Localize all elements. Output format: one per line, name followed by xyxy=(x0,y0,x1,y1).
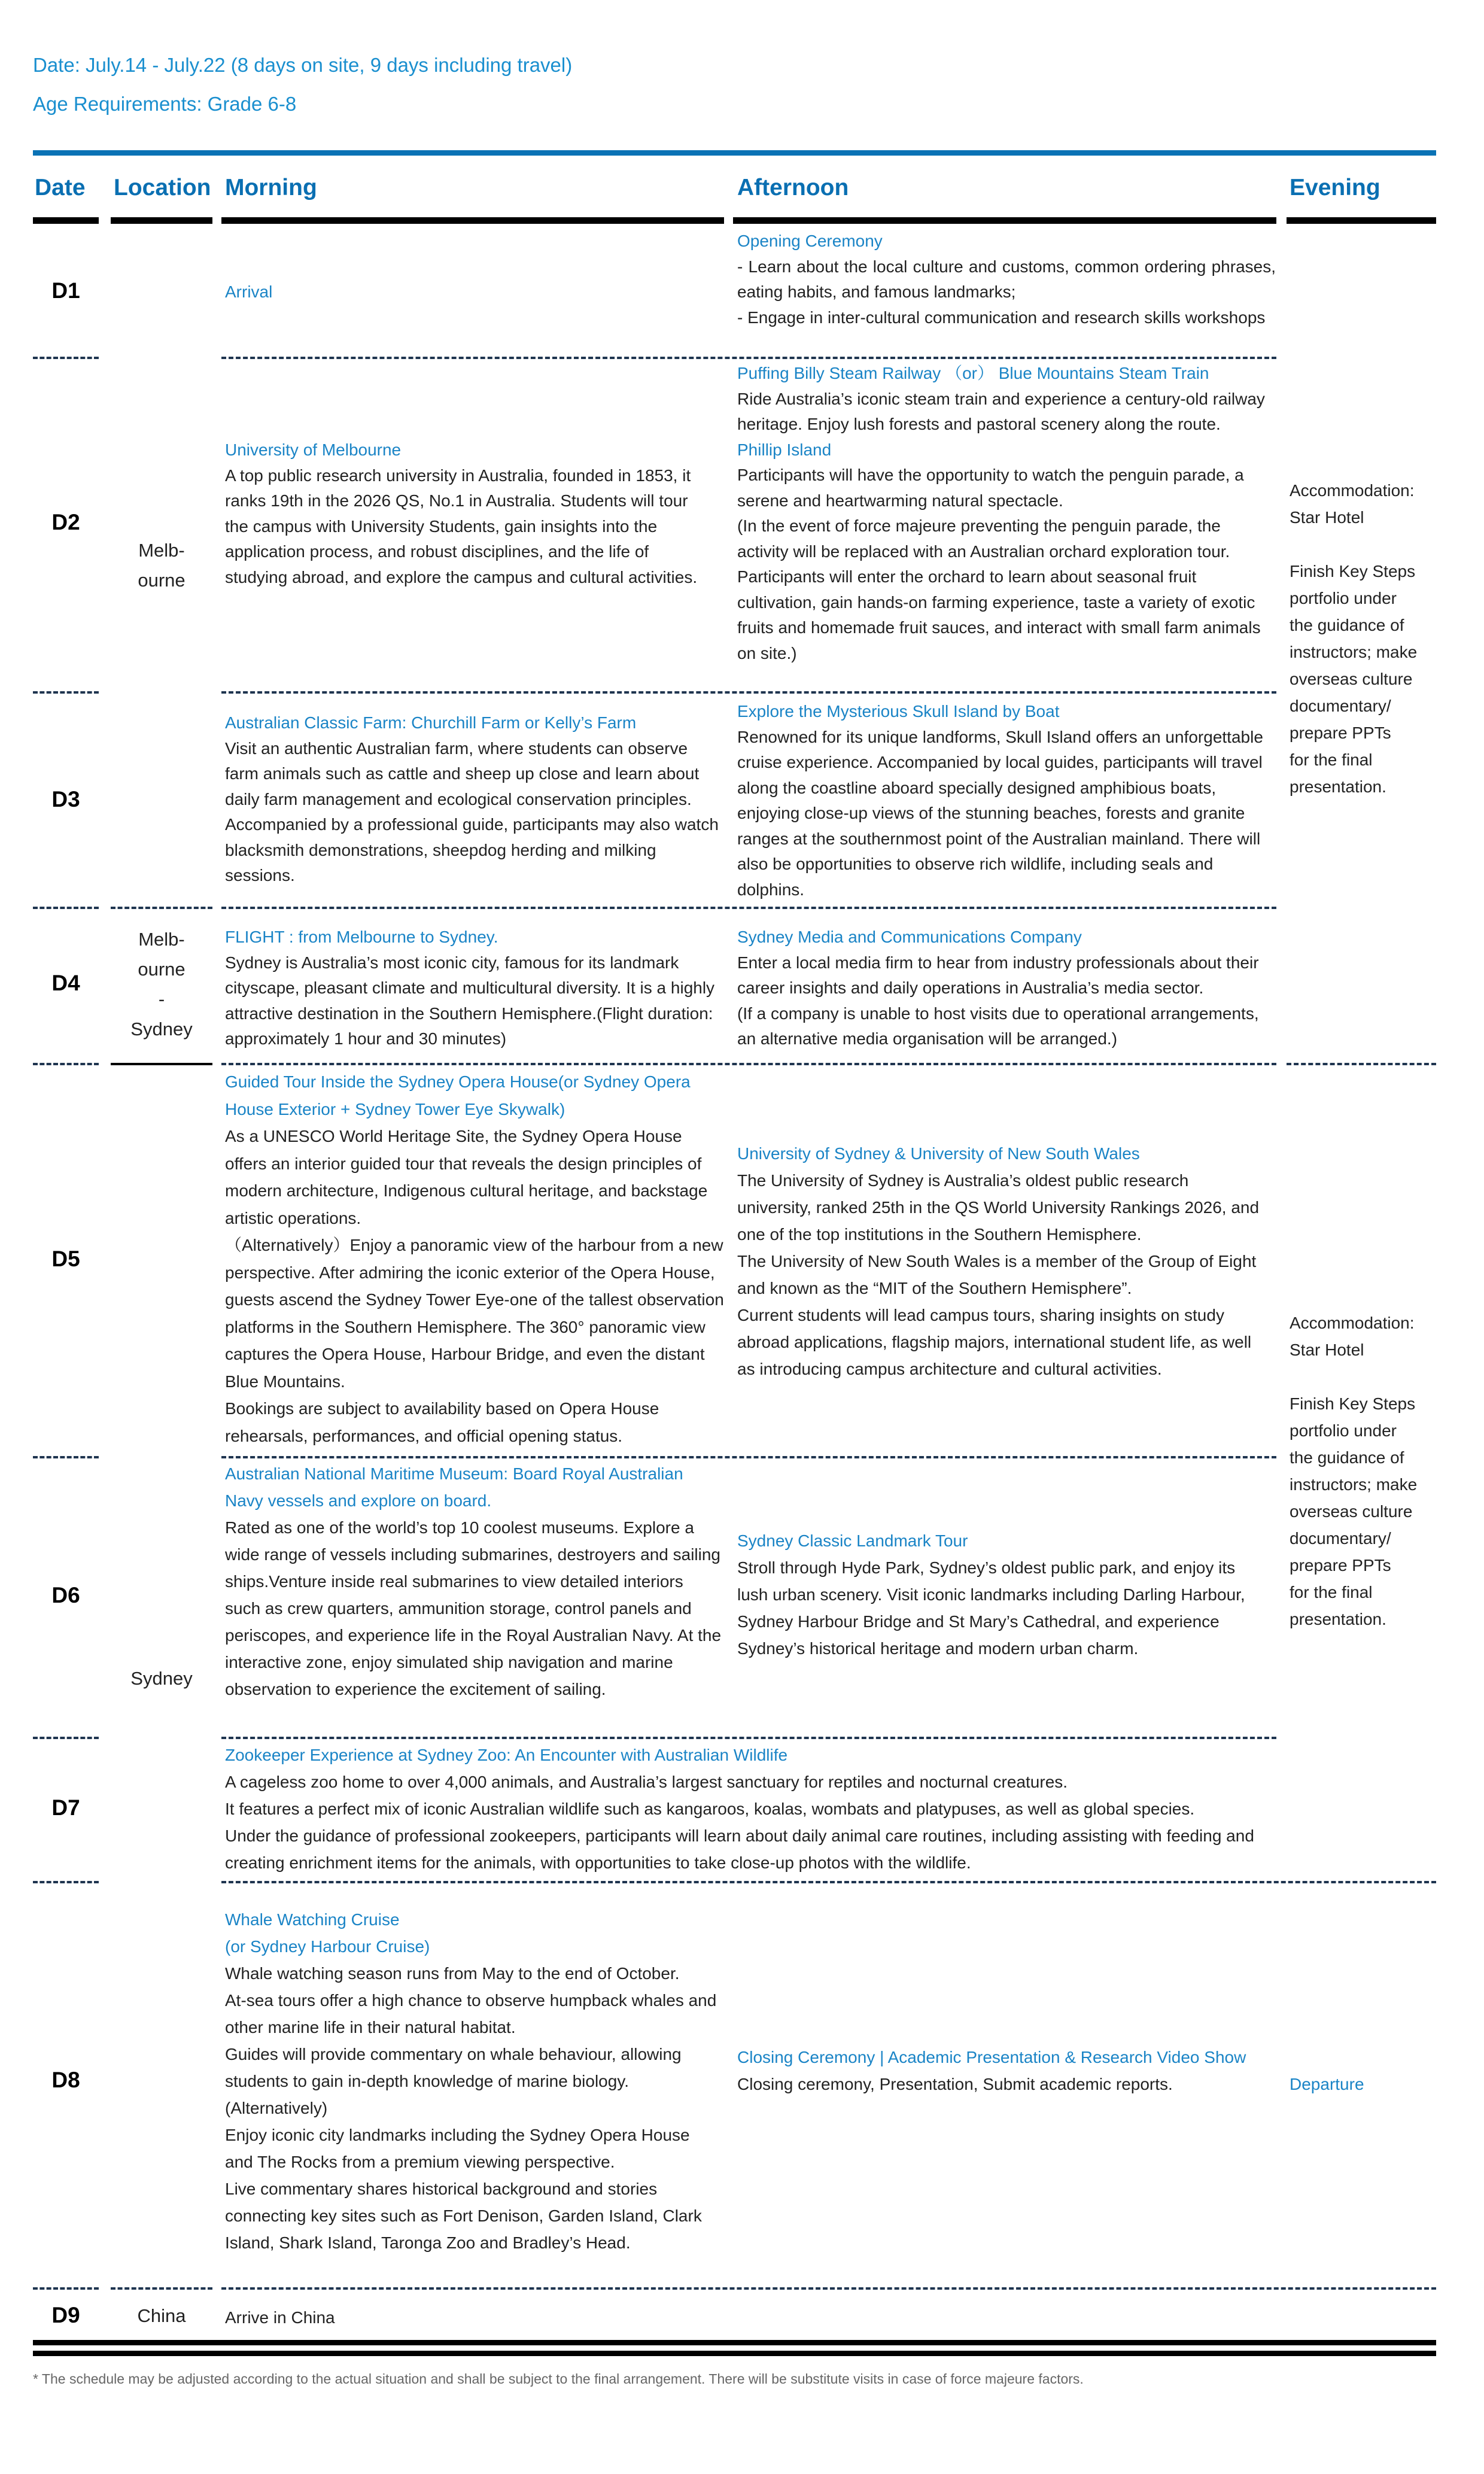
day-label: D7 xyxy=(51,1795,80,1820)
row-divider xyxy=(111,2287,212,2290)
header-rule-afternoon xyxy=(733,217,1276,224)
activity-text: - Engage in inter-cultural communication and research skills workshops xyxy=(737,308,1266,327)
afternoon-cell xyxy=(737,1527,1264,1662)
activity-text: Ride Australia’s iconic steam train and experience a century-old railway heritage. Enjoy lush forests and pastoral scenery along the route. xyxy=(737,389,1265,433)
afternoon-cell xyxy=(737,229,1276,330)
activity-text: Sydney is Australia’s most iconic city, famous for its landmark cityscape, pleasant climate and multicultural diversity. It is a highly attractive destination in the Southern Hemisphere.(Flight duration: approximately 1 hour and 30 minutes) xyxy=(225,953,715,1048)
location-text: ourne xyxy=(138,570,186,591)
row-divider xyxy=(33,691,99,694)
header-date: Date xyxy=(35,175,86,200)
activity-text: Current students will lead campus tours, sharing insights on study abroad applications, flagship majors, international student life, as well as introducing campus architecture and cultural activities. xyxy=(737,1306,1252,1378)
header-rule-morning xyxy=(221,217,724,224)
activity-text: Enter a local media firm to hear from industry professionals about their career insights and daily operations in Australia’s media sector. xyxy=(737,953,1259,997)
departure-label: Departure xyxy=(1290,2075,1364,2093)
morning-cell xyxy=(225,279,716,305)
day-label: D4 xyxy=(51,971,80,995)
day-label: D5 xyxy=(51,1247,80,1271)
morning-cell xyxy=(225,437,713,590)
evening-text: overseas culture xyxy=(1290,1502,1413,1521)
activity-text: It features a perfect mix of iconic Australian wildlife such as kangaroos, koalas, wombats and platypuses, as well as global species. xyxy=(225,1800,1195,1818)
activity-text: The University of New South Wales is a member of the Group of Eight and known as the “MIT of the Southern Hemisphere”. xyxy=(737,1252,1257,1297)
footnote: * The schedule may be adjusted according to the actual situation and shall be subject to the final arrangement. There will be substitute visits in case of force majeure factors. xyxy=(33,2371,1084,2387)
activity-text: （Alternatively）Enjoy a panoramic view of the harbour from a new perspective. After admiring the iconic exterior of the Opera House, guests ascend the Sydney Tower Eye-one of the tallest observation platforms in the Southern Hemisphere. The 360° panoramic view captures the Opera House, Harbour Bridge, and even the distant Blue Mountains. xyxy=(225,1236,724,1391)
evening-text: Accommodation: xyxy=(1290,481,1415,500)
afternoon-cell xyxy=(737,2044,1276,2098)
activity-subtitle: (or Sydney Harbour Cruise) xyxy=(225,1937,430,1956)
morning-cell xyxy=(225,925,722,1052)
header-evening: Evening xyxy=(1290,175,1380,200)
activity-text: - Learn about the local culture and customs, common ordering phrases, eating habits, and famous landmarks; xyxy=(737,257,1276,301)
evening-text: documentary/ xyxy=(1290,1529,1391,1548)
afternoon-cell xyxy=(737,361,1267,666)
day-label: D6 xyxy=(51,1583,80,1607)
activity-text: Whale watching season runs from May to the end of October. xyxy=(225,1964,680,1983)
fullday-cell xyxy=(225,1741,1266,1876)
location-transfer xyxy=(111,925,212,1044)
evening-text: Finish Key Steps xyxy=(1290,562,1416,580)
activity-text: Arrive in China xyxy=(225,2308,335,2327)
evening-text: Star Hotel xyxy=(1290,508,1364,527)
morning-cell xyxy=(225,1906,722,2256)
activity-title: Phillip Island xyxy=(737,440,832,459)
header-rule-date xyxy=(33,217,99,224)
activity-title: Zookeeper Experience at Sydney Zoo: An Encounter with Australian Wildlife xyxy=(225,1746,788,1764)
evening-text: instructors; make xyxy=(1290,643,1418,661)
activity-title: Sydney Classic Landmark Tour xyxy=(737,1531,968,1550)
activity-title: Explore the Mysterious Skull Island by Boat xyxy=(737,702,1060,721)
activity-text: As a UNESCO World Heritage Site, the Sydney Opera House offers an interior guided tour that reveals the design principles of modern architecture, Indigenous cultural heritage, and backstage artistic operations. xyxy=(225,1127,708,1227)
evening-text: overseas culture xyxy=(1290,670,1413,688)
morning-cell xyxy=(225,710,719,889)
activity-title: Puffing Billy Steam Railway （or） Blue Mountains Steam Train xyxy=(737,364,1209,382)
row-divider xyxy=(221,907,1276,909)
activity-text: Live commentary shares historical background and stories connecting key sites such as Fort Denison, Garden Island, Clark Island, Shark Island, Taronga Zoo and Bradley’s Head. xyxy=(225,2180,702,2252)
header-rule-location xyxy=(111,217,212,224)
evening-text: portfolio under xyxy=(1290,589,1397,607)
activity-text: (If a company is unable to host visits due to operational arrangements, an alternative media organisation will be arranged.) xyxy=(737,1004,1259,1048)
location-text: Sydney xyxy=(130,1019,193,1040)
evening-text: portfolio under xyxy=(1290,1421,1397,1440)
morning-cell xyxy=(225,1460,722,1703)
afternoon-cell xyxy=(737,925,1264,1052)
row-divider xyxy=(33,2287,99,2290)
evening-text: Finish Key Steps xyxy=(1290,1394,1416,1413)
activity-text: Renowned for its unique landforms, Skull Island offers an unforgettable cruise experience. Accompanied by local guides, participants will travel along the coastline aboard specially designed amphibious boats, enjoying close-up views of the stunning beaches, forests and granite ranges at the southernmost point of the Australian mainland. There will also be opportunities to observe rich wildlife, including seals and dolphins. xyxy=(737,727,1263,899)
location-text: Melb- xyxy=(138,540,185,561)
activity-title: Australian Classic Farm: Churchill Farm or Kelly’s Farm xyxy=(225,713,637,732)
age-requirements: Age Requirements: Grade 6-8 xyxy=(33,93,297,115)
activity-text: A top public research university in Australia, founded in 1853, it ranks 19th in the 2026 QS, No.1 in Australia. Students will tour the campus with University Students, gain insights into the application process, and robust disciplines, and the life of studying abroad, and explore the campus and cultural activities. xyxy=(225,466,698,586)
row-divider xyxy=(33,357,99,359)
activity-title: Closing Ceremony | Academic Presentation & Research Video Show xyxy=(737,2048,1246,2066)
location-sydney xyxy=(111,1664,212,1694)
evening-cell-melbourne xyxy=(1290,477,1436,800)
header-location: Location xyxy=(114,175,211,200)
activity-text: Participants will have the opportunity to watch the penguin parade, a serene and heartwarming natural spectacle. xyxy=(737,466,1244,510)
evening-text: for the final xyxy=(1290,750,1373,769)
evening-text: documentary/ xyxy=(1290,697,1391,715)
row-divider xyxy=(221,2287,1436,2290)
activity-title: University of Melbourne xyxy=(225,440,402,459)
evening-cell-sydney xyxy=(1290,1309,1436,1633)
activity-text: Visit an authentic Australian farm, where students can observe farm animals such as cattle and sheep up close and learn about daily farm management and ecological conservation principles. Accompanied by a professional guide, participants may also watch blacksmith demonstrations, sheepdog herding and milking sessions. xyxy=(225,738,719,885)
activity-title: Sydney Media and Communications Company xyxy=(737,928,1082,946)
row-divider xyxy=(221,1881,1436,1883)
header-morning: Morning xyxy=(225,175,317,200)
location-text: ourne xyxy=(138,959,186,980)
table-bottom-rule xyxy=(33,2340,1436,2345)
activity-title: Opening Ceremony xyxy=(737,232,883,250)
row-divider xyxy=(33,907,99,909)
row-divider xyxy=(221,1063,1276,1065)
evening-text: prepare PPTs xyxy=(1290,1556,1391,1575)
evening-text: for the final xyxy=(1290,1583,1373,1601)
row-divider xyxy=(221,691,1276,694)
location-text: Sydney xyxy=(130,1668,193,1689)
location-text: - xyxy=(158,989,165,1010)
activity-text: (Alternatively) xyxy=(225,2099,328,2117)
row-divider xyxy=(221,357,1276,359)
activity-text: The University of Sydney is Australia’s oldest public research university, ranked 25th in the QS World University Rankings 2026, and one of the top institutions in the Southern Hemisphere. xyxy=(737,1171,1260,1244)
day-label: D9 xyxy=(51,2303,80,2327)
activity-title: Australian National Maritime Museum: Board Royal Australian Navy vessels and explore on board. xyxy=(225,1464,683,1510)
activity-text: At-sea tours offer a high chance to observe humpback whales and other marine life in their natural habitat. xyxy=(225,1991,717,2037)
evening-text: Star Hotel xyxy=(1290,1341,1364,1359)
row-divider xyxy=(33,1456,99,1458)
activity-title: University of Sydney & University of New South Wales xyxy=(737,1144,1140,1163)
row-divider xyxy=(33,1737,99,1739)
activity-text: Bookings are subject to availability based on Opera House rehearsals, performances, and official opening status. xyxy=(225,1399,659,1445)
afternoon-cell xyxy=(737,699,1276,902)
day-label: D1 xyxy=(51,278,80,303)
evening-text: Accommodation: xyxy=(1290,1314,1415,1332)
activity-title: Guided Tour Inside the Sydney Opera House(or Sydney Opera House Exterior + Sydney Tower Eye Skywalk) xyxy=(225,1072,691,1119)
header-accent-rule xyxy=(33,150,1436,156)
activity-text: Guides will provide commentary on whale behaviour, allowing students to gain in-depth knowledge of marine biology. xyxy=(225,2045,682,2090)
morning-cell xyxy=(225,1068,725,1449)
evening-text: presentation. xyxy=(1290,777,1386,796)
location-text: Melb- xyxy=(138,929,185,950)
row-divider xyxy=(111,907,212,909)
activity-text: Rated as one of the world’s top 10 coolest museums. Explore a wide range of vessels including submarines, destroyers and sailing ships.Venture inside real submarines to view detailed interiors such as crew quarters, ammunition storage, control panels and periscopes, and experience life in the Royal Australian Navy. At the interactive zone, enjoy simulated ship navigation and marine observation to experience the excitement of sailing. xyxy=(225,1518,722,1698)
header-rule-evening xyxy=(1287,217,1436,224)
row-divider xyxy=(111,1063,212,1065)
trip-dates: Date: July.14 - July.22 (8 days on site, 9 days including travel) xyxy=(33,54,573,76)
location-china xyxy=(111,2301,212,2331)
activity-text: A cageless zoo home to over 4,000 animals, and Australia’s largest sanctuary for reptiles and nocturnal creatures. xyxy=(225,1773,1068,1791)
location-melbourne xyxy=(111,536,212,595)
evening-text: instructors; make xyxy=(1290,1475,1418,1494)
evening-text: presentation. xyxy=(1290,1610,1386,1628)
evening-text: the guidance of xyxy=(1290,1448,1404,1467)
activity-text: Stroll through Hyde Park, Sydney’s oldest public park, and enjoy its lush urban scenery. Visit iconic landmarks including Darling Harbour, Sydney Harbour Bridge and St Mary’s Cathedral, and experience Sydney’s historical heritage and modern urban charm. xyxy=(737,1558,1245,1658)
row-divider xyxy=(33,1881,99,1883)
row-divider xyxy=(33,1063,99,1065)
activity-title: Arrival xyxy=(225,282,273,301)
activity-text: Under the guidance of professional zookeepers, participants will learn about daily animal care routines, including assisting with feeding and creating enrichment items for the animals, with opportunities to take close-up photos with the wildlife. xyxy=(225,1826,1254,1872)
day-label: D2 xyxy=(51,510,80,534)
activity-title: Whale Watching Cruise xyxy=(225,1910,400,1929)
evening-text: prepare PPTs xyxy=(1290,724,1391,742)
activity-text: Closing ceremony, Presentation, Submit academic reports. xyxy=(737,2075,1173,2093)
day-label: D8 xyxy=(51,2068,80,2092)
afternoon-cell xyxy=(737,1140,1264,1382)
activity-text: (In the event of force majeure preventing the penguin parade, the activity will be replaced with an Australian orchard exploration tour. Participants will enter the orchard to learn about seasonal fruit cultivation, gain hands-on farming experience, taste a variety of exotic fruits and homemade fruit sauces, and interact with small farm animals on site.) xyxy=(737,516,1261,662)
table-bottom-rule xyxy=(33,2351,1436,2356)
evening-text: the guidance of xyxy=(1290,616,1404,634)
activity-text: Enjoy iconic city landmarks including the Sydney Opera House and The Rocks from a premium viewing perspective. xyxy=(225,2126,690,2171)
activity-title: FLIGHT : from Melbourne to Sydney. xyxy=(225,928,498,946)
morning-cell xyxy=(225,2305,722,2331)
day-label: D3 xyxy=(51,787,80,812)
row-divider xyxy=(221,1737,1276,1739)
row-divider xyxy=(221,1456,1276,1458)
location-text: China xyxy=(137,2305,186,2326)
header-afternoon: Afternoon xyxy=(737,175,849,200)
row-divider xyxy=(1287,1063,1436,1065)
